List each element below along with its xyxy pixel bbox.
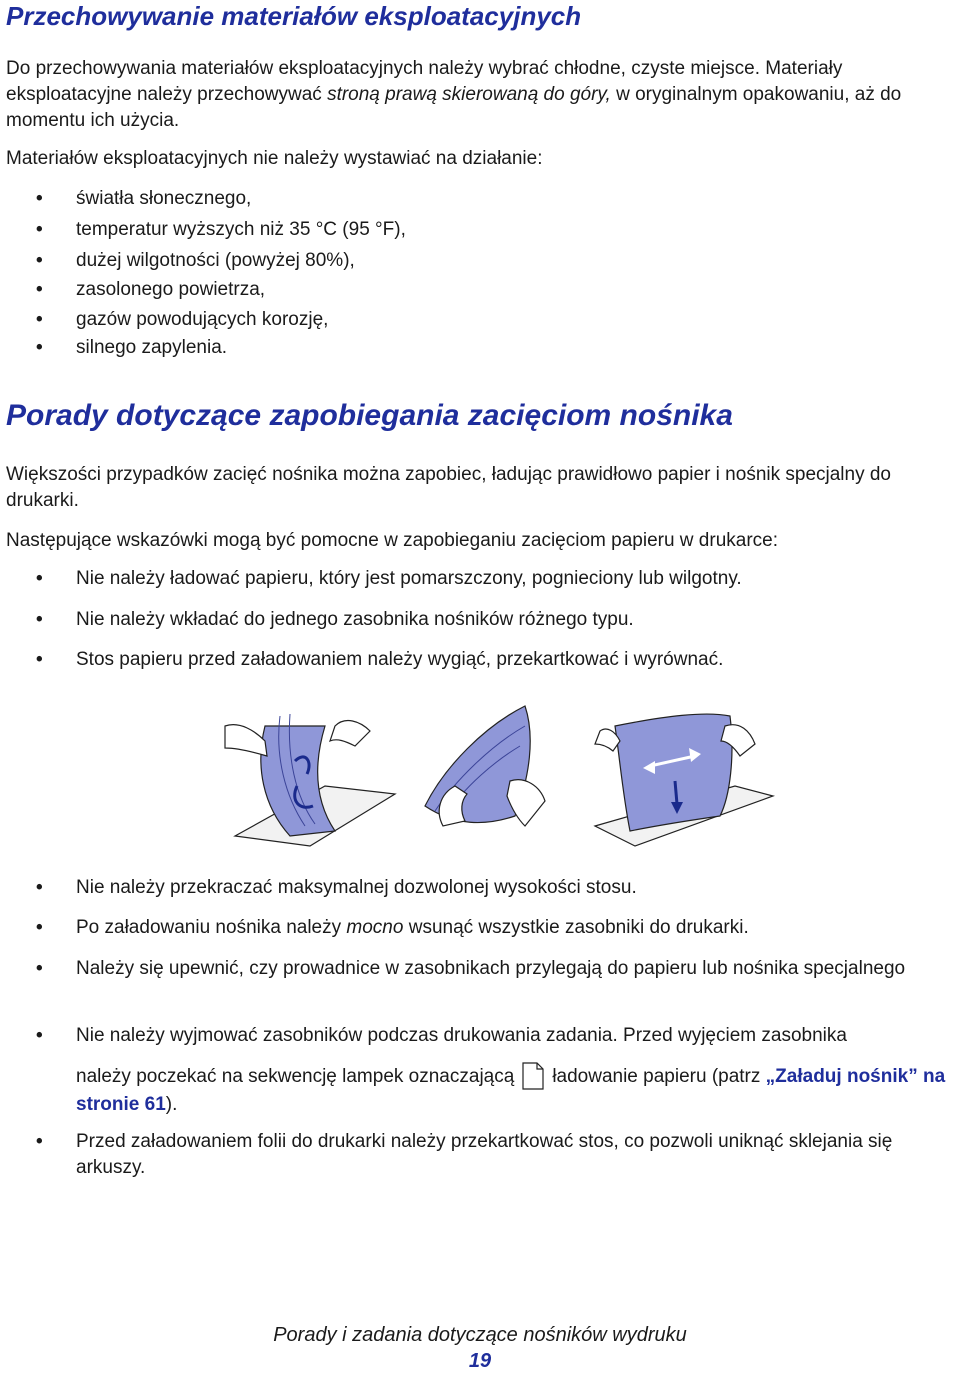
text-emphasis: mocno	[346, 917, 404, 938]
bullet-icon: •	[36, 309, 43, 330]
list-item-text	[76, 915, 956, 941]
flex-stack-drawing	[225, 714, 395, 846]
list-item-text: Przed załadowaniem folii do drukarki należy przekartkować stos, co pozwoli uniknąć sklejania się arkuszy.	[76, 1131, 893, 1178]
list-item-text	[76, 1062, 956, 1119]
paper-fanning-illustration	[195, 686, 775, 848]
list-item-text: Należy się upewnić, czy prowadnice w zasobnikach przylegają do papieru lub nośnika specjalnego	[76, 958, 906, 979]
bullet-icon: •	[36, 337, 43, 358]
storage-paragraph	[6, 56, 956, 134]
fan-stack-drawing	[425, 706, 545, 826]
list-item-text: silnego zapylenia.	[76, 337, 228, 358]
bullet-icon: •	[36, 877, 43, 898]
section-heading-storage: Przechowywanie materiałów eksploatacyjnych	[6, 1, 582, 31]
list-item-text: Nie należy przekraczać maksymalnej dozwolonej wysokości stosu.	[76, 877, 637, 898]
text-part: ).	[165, 1094, 178, 1115]
text-part: Po załadowaniu nośnika należy	[76, 917, 347, 938]
storage-text-emphasis: stroną prawą skierowaną do góry,	[327, 84, 611, 105]
bullet-icon: •	[36, 219, 43, 240]
bullet-icon: •	[36, 1131, 43, 1152]
list-item-text: dużej wilgotności (powyżej 80%),	[76, 250, 355, 271]
list-item-text: gazów powodujących korozję,	[76, 309, 329, 330]
list-item-text: światła słonecznego,	[76, 188, 252, 209]
list-item-text: Nie należy wkładać do jednego zasobnika nośników różnego typu.	[76, 609, 634, 630]
storage-text-a: Do przechowywania materiałów eksploatacyjnych należy wybrać chłodne, czyste miejsce. Materiały eksploatacyjne należy przechowywać	[6, 58, 843, 105]
exposure-intro: Materiałów eksploatacyjnych nie należy wystawiać na działanie:	[6, 148, 543, 169]
text-part: wsunąć wszystkie zasobniki do drukarki.	[403, 917, 749, 938]
load-paper-light-icon	[522, 1062, 544, 1090]
bullet-icon: •	[36, 958, 43, 979]
tips-intro: Następujące wskazówki mogą być pomocne w zapobieganiu zacięciom papieru w drukarce:	[6, 530, 779, 551]
bullet-icon: •	[36, 917, 43, 938]
jams-paragraph: Większości przypadków zacięć nośnika można zapobiec, ładując prawidłowo papier i nośnik specjalny do drukarki.	[6, 464, 892, 511]
load-media-link[interactable]: „Załaduj nośnik” na stronie 61	[76, 1066, 946, 1115]
section-heading-jams: Porady dotyczące zapobiegania zacięciom nośnika	[6, 399, 733, 432]
align-stack-drawing	[595, 714, 773, 846]
list-item-text: Nie należy wyjmować zasobników podczas drukowania zadania. Przed wyjęciem zasobnika	[76, 1025, 847, 1046]
list-item-text: Stos papieru przed załadowaniem należy wygiąć, przekartkować i wyrównać.	[76, 649, 724, 670]
bullet-icon: •	[36, 649, 43, 670]
page-number: 19	[468, 1350, 492, 1372]
bullet-icon: •	[36, 609, 43, 630]
bullet-icon: •	[36, 568, 43, 589]
bullet-icon: •	[36, 188, 43, 209]
bullet-icon: •	[36, 1025, 43, 1046]
list-item-text: Nie należy ładować papieru, który jest pomarszczony, pognieciony lub wilgotny.	[76, 568, 742, 589]
list-item-text: temperatur wyższych niż 35 °C (95 °F),	[76, 219, 406, 240]
bullet-icon: •	[36, 279, 43, 300]
footer-title: Porady i zadania dotyczące nośników wydruku	[273, 1324, 687, 1346]
text-part: ładowanie papieru (patrz	[552, 1066, 766, 1087]
bullet-icon: •	[36, 250, 43, 271]
list-item-text: zasolonego powietrza,	[76, 279, 266, 300]
storage-text-b: w oryginalnym opakowaniu, aż do momentu ich użycia.	[6, 84, 902, 131]
text-part: należy poczekać na sekwencję lampek oznaczającą	[76, 1066, 515, 1087]
